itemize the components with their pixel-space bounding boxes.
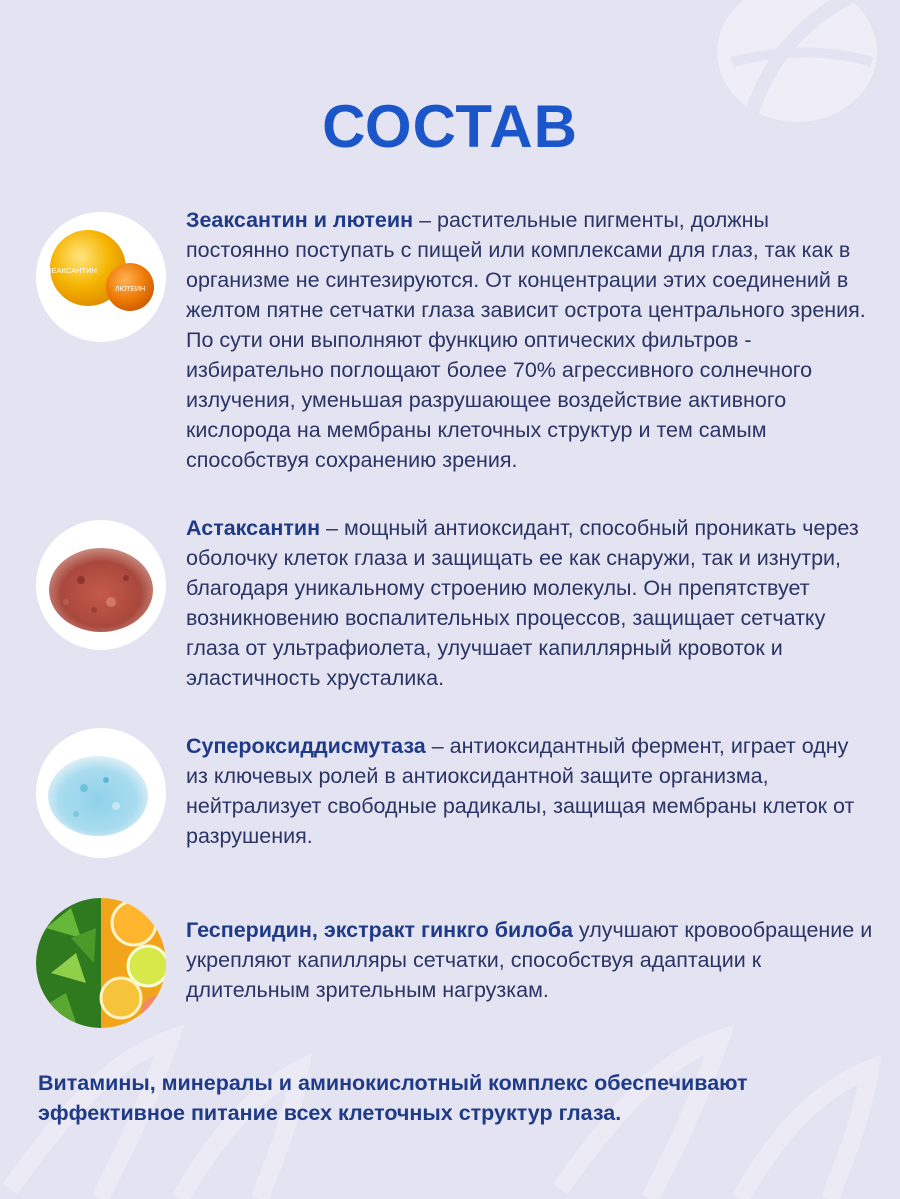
ingredient-name: Астаксантин [186,516,321,540]
page-title: СОСТАВ [322,93,578,160]
ingredient-text: улучшают кровообращение и укрепляют капилляры сетчатки, способствуя адаптации к длительным зрительным нагрузкам. [186,918,873,1002]
ingredient-name: Гесперидин, экстракт гинкго билоба [186,918,573,942]
ingredient-text: – растительные пигменты, должны постоянно поступать с пищей или комплексами для глаз, так как в организме не синтезируются. От концентрации этих соединений в желтом пятне сетчатки глаза зависит острота центрального зрения. По сути они выполняют функцию оптических фильтров - избирательно поглощают более 70% агрессивного солнечного излучения, уменьшая разрушающее воздействие активного кислорода на мембраны клеточных структур и тем самым способствуя сохранению зрения. [186,208,866,472]
astaxanthin-powder-image [36,520,166,650]
zeaxanthin-lutein-image [36,212,166,342]
footer-note: Витамины, минералы и аминокислотный комплекс обеспечивают эффективное питание всех клеточных структур глаза. [38,1071,748,1125]
ingredient-name: Супероксиддисмутаза [186,734,426,758]
ingredient-description [186,915,876,1005]
ingredient-text: – мощный антиоксидант, способный проникать через оболочку клеток глаза и защищать ее как снаружи, так и изнутри, благодаря уникальному строению молекулы. Он препятствует возникновению воспалительных процессов, защищает сетчатку глаза от ультрафиолета, улучшает капиллярный кровоток и эластичность хрусталика. [186,516,859,690]
zeaxanthin-label: ЗЕАКСАНТИН [47,266,97,275]
ingredient-name: Зеаксантин и лютеин [186,208,414,232]
ingredient-description [186,731,876,851]
citrus-ginkgo-image [36,898,166,1028]
sod-powder-image [36,728,166,858]
ingredient-text: – антиоксидантный фермент, играет одну из ключевых ролей в антиоксидантной защите организма, нейтрализует свободные радикалы, защищая мембраны клеток от разрушения. [186,734,855,848]
lutein-label: ЛЮТЕИН [114,286,146,293]
ingredient-description [186,205,876,475]
ingredient-description [186,513,876,693]
